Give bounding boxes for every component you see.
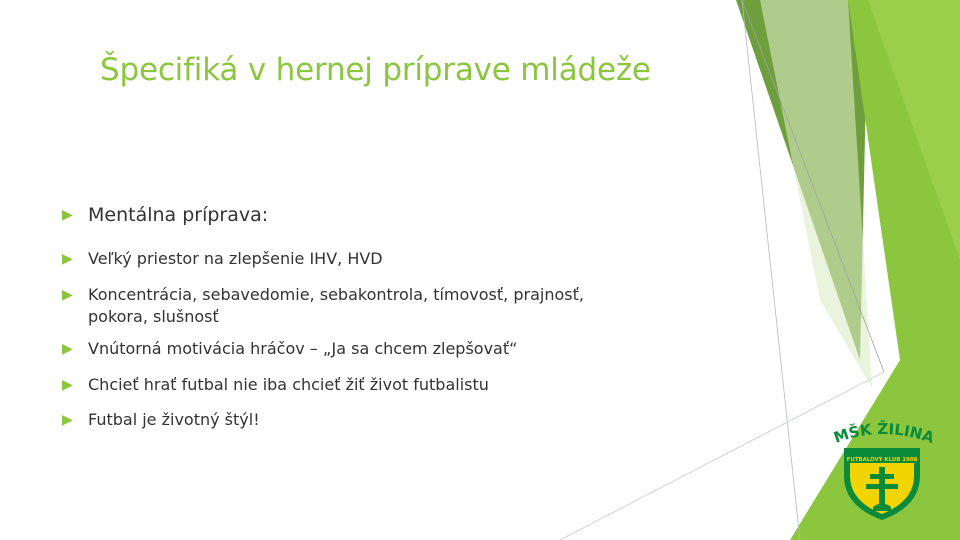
bullet-text: Chcieť hrať futbal nie iba chcieť žiť život futbalistu (88, 375, 489, 394)
bullet-item (62, 409, 648, 431)
bullet-text: Mentálna príprava: (88, 204, 269, 226)
bullet-item (62, 374, 648, 396)
bullet-item (62, 204, 648, 226)
bullet-item (62, 248, 648, 270)
logo-club-name: MŠK ŽILINA (831, 419, 937, 447)
bullet-text: Futbal je životný štýl! (88, 410, 260, 429)
bullet-text: Veľký priestor na zlepšenie IHV, HVD (88, 249, 383, 268)
green-arrow-icon: ▶ (62, 207, 73, 223)
slide-title: Špecifiká v hernej príprave mládeže (100, 52, 651, 88)
bullet-item (62, 338, 648, 360)
msk-zilina-logo (826, 418, 938, 522)
green-arrow-icon: ▶ (62, 287, 73, 303)
bullet-text: Vnútorná motivácia hráčov – „Ja sa chcem zlepšovať“ (88, 339, 518, 358)
bullet-item (62, 284, 648, 328)
green-arrow-icon: ▶ (62, 377, 73, 393)
green-arrow-icon: ▶ (62, 341, 73, 357)
green-arrow-icon: ▶ (62, 412, 73, 428)
logo-subtext: FUTBALOVÝ KLUB 1908 (846, 457, 918, 463)
bullet-text: Koncentrácia, sebavedomie, sebakontrola, tímovosť, prajnosť, pokora, slušnosť (88, 285, 584, 326)
green-arrow-icon: ▶ (62, 251, 73, 267)
